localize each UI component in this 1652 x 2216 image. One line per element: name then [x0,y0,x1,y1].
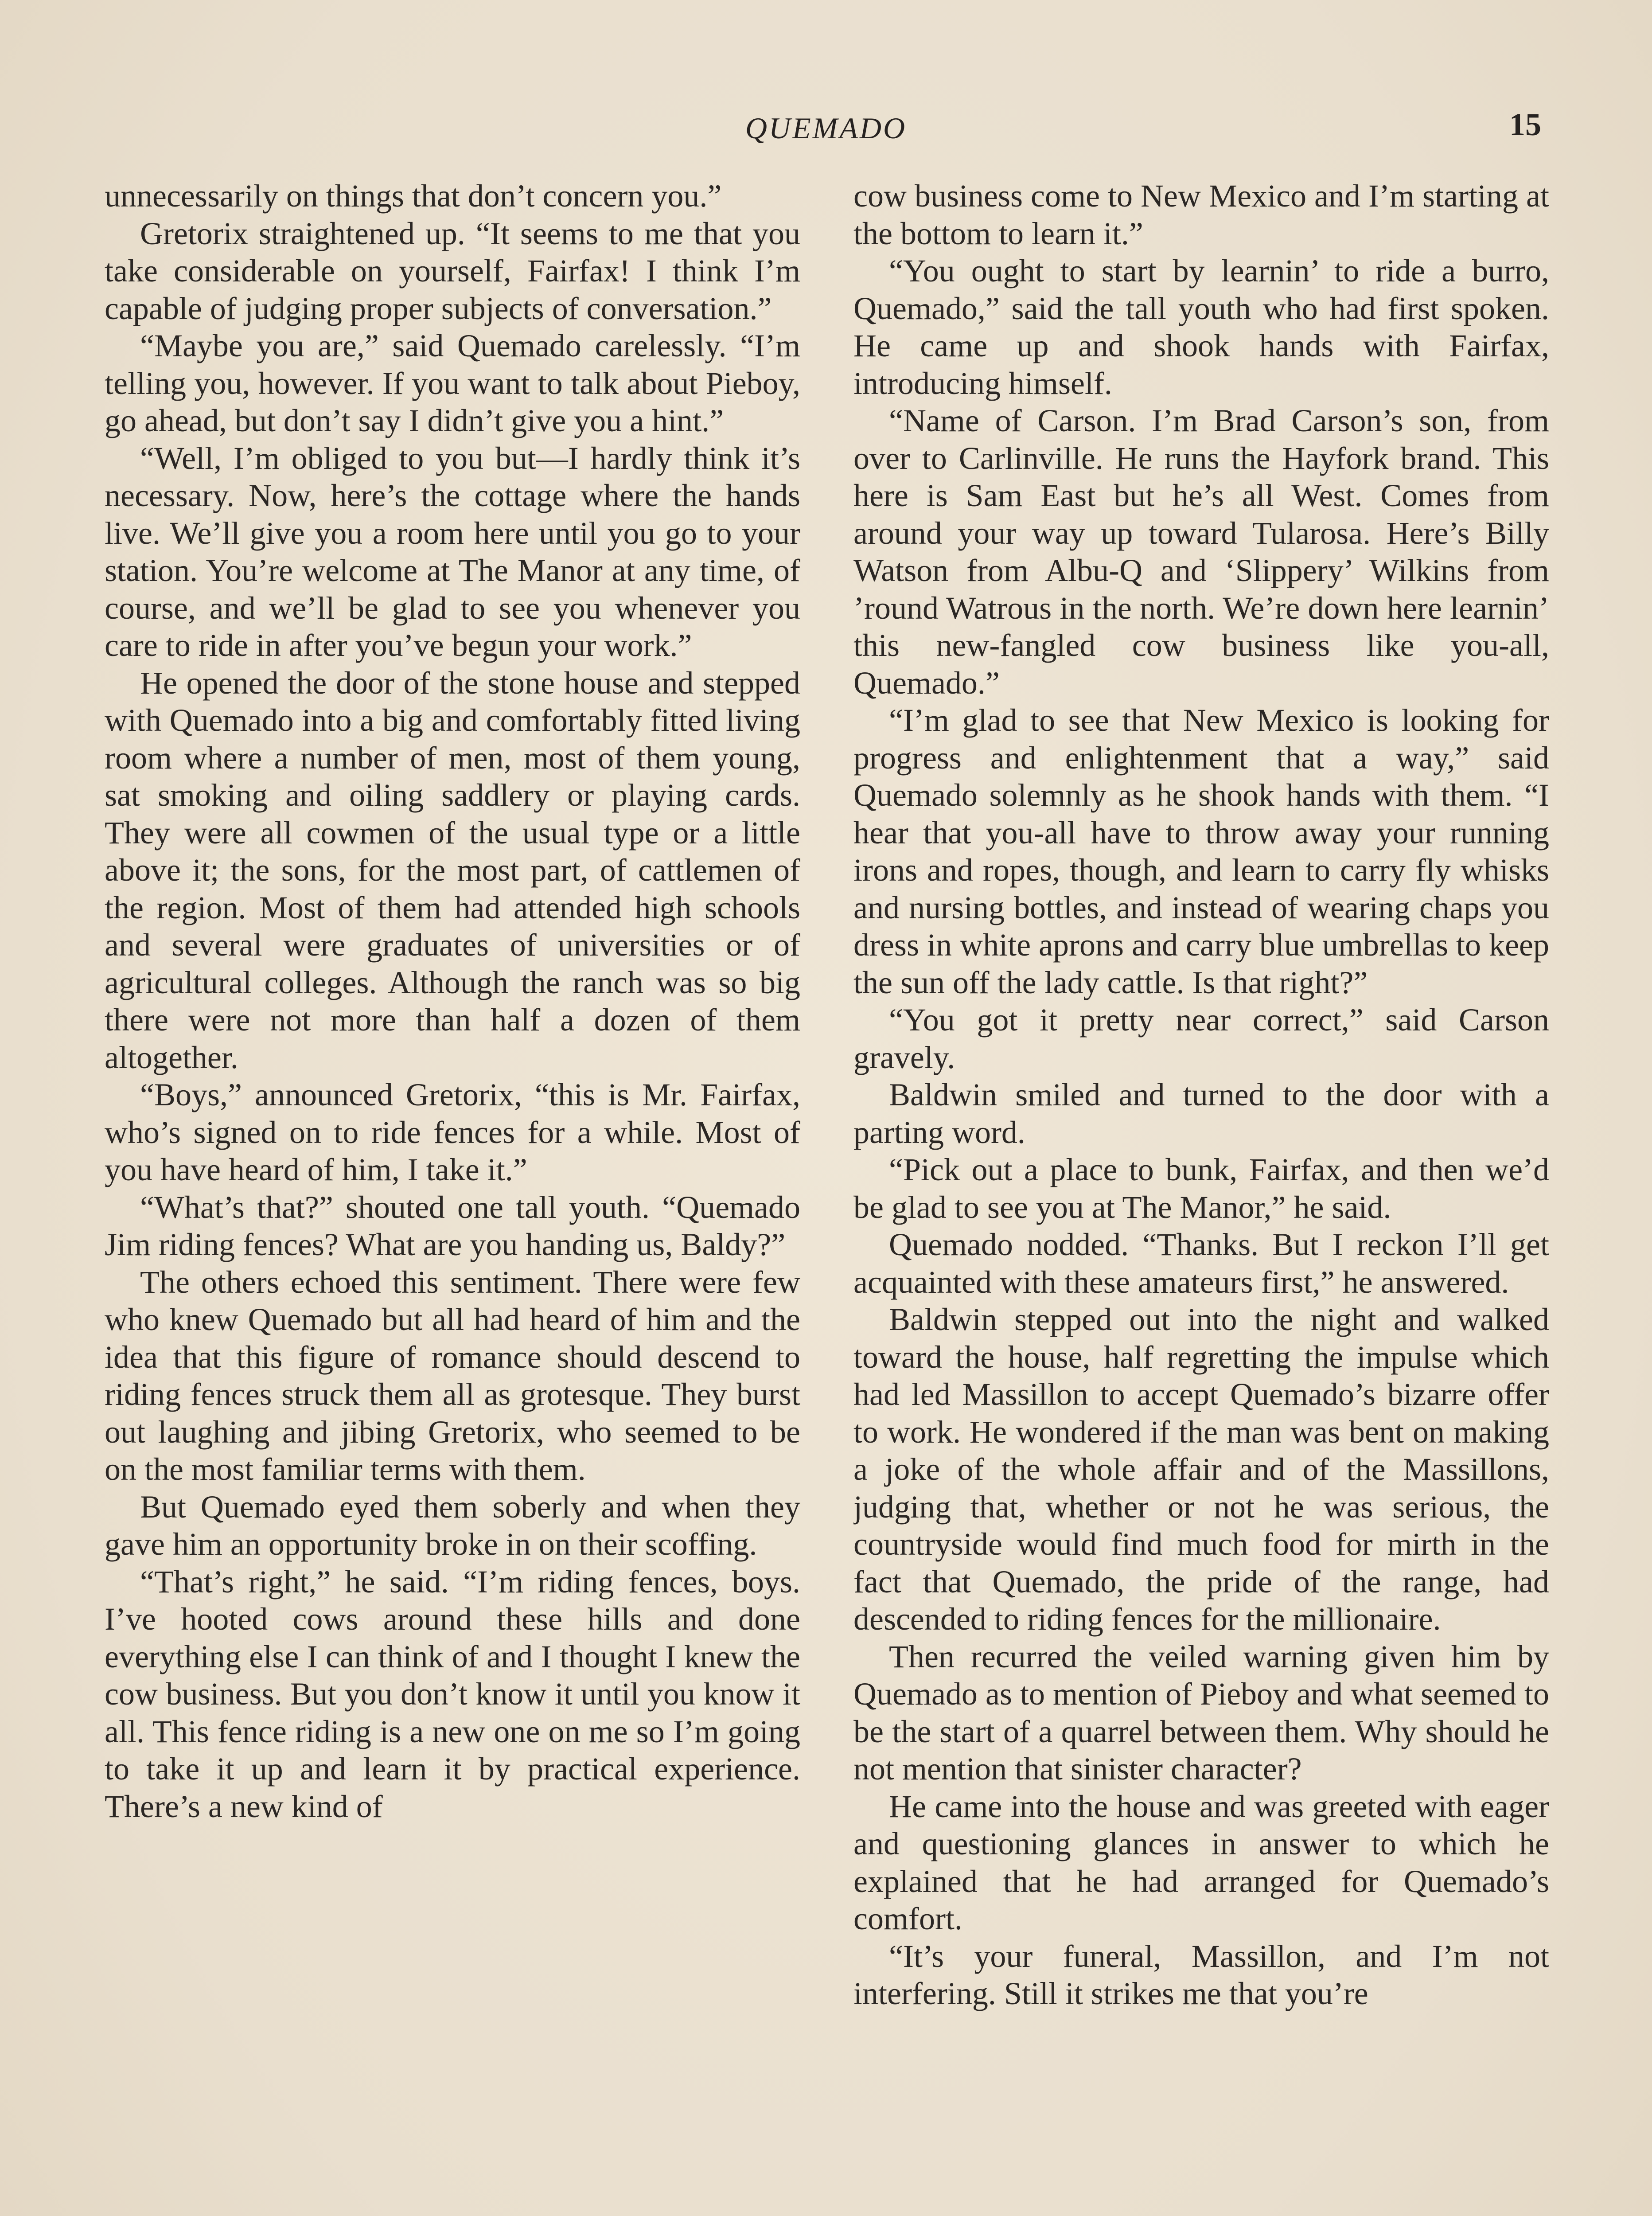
paragraph: Gretorix straightened up. “It seems to me that you take considerable on yourself, Fairfax! I think I’m capable of judging proper subjects of conversation.” [105,215,800,326]
paragraph: “That’s right,” he said. “I’m riding fences, boys. I’ve hooted cows around these hills and done everything else I can think of and I thought I knew the cow business. But you don’t know it until you know it all. This fence riding is a new one on me so I’m going to take it up and learn it by practical experience. There’s a new kind of [105,1564,800,1824]
page-header [0,106,1652,155]
paragraph: “You ought to start by learnin’ to ride a burro, Quemado,” said the tall youth who had first spoken. He came up and shook hands with Fairfax, introducing himself. [853,253,1549,401]
left-column [105,177,800,2216]
paragraph: unnecessarily on things that don’t concern you.” [105,178,722,214]
paragraph: cow business come to New Mexico and I’m starting at the bottom to learn it.” [853,178,1549,251]
paragraph: “Pick out a place to bunk, Fairfax, and then we’d be glad to see you at The Manor,” he said. [853,1152,1549,1225]
paragraph: He opened the door of the stone house and stepped with Quemado into a big and comfortably fitted living room where a number of men, most of them young, sat smoking and oiling saddlery or playing cards. They were all cowmen of the usual type or a little above it; the sons, for the most part, of cattlemen of the region. Most of them had attended high schools and several were graduates of universities or of agricultural colleges. Although the ranch was so big there were not more than half a dozen of them altogether. [105,665,800,1075]
paragraph: “Name of Carson. I’m Brad Carson’s son, from over to Carlinville. He runs the Hayfork brand. This here is Sam East but he’s all West. Comes from around your way up toward Tularosa. Here’s Billy Watson from Albu-Q and ‘Slippery’ Wilkins from ’round Watrous in the north. We’re down here learnin’ this new-fangled cow business like you-all, Quemado.” [853,403,1549,701]
text-columns [105,177,1549,2216]
paragraph: “Boys,” announced Gretorix, “this is Mr. Fairfax, who’s signed on to ride fences for a while. Most of you have heard of him, I take it.” [105,1077,800,1187]
paragraph: “You got it pretty near correct,” said Carson gravely. [853,1002,1549,1075]
running-title: QUEMADO [745,111,907,145]
paragraph: Baldwin smiled and turned to the door with a parting word. [853,1077,1549,1150]
paragraph: “Well, I’m obliged to you but—I hardly think it’s necessary. Now, here’s the cottage where the hands live. We’ll give you a room here until you go to your station. You’re welcome at The Manor at any time, of course, and we’ll be glad to see you whenever you care to ride in after you’ve begun your work.” [105,440,800,663]
paragraph: Quemado nodded. “Thanks. But I reckon I’ll get acquainted with these amateurs first,” he answered. [853,1227,1549,1300]
paragraph: He came into the house and was greeted with eager and questioning glances in answer to which he explained that he had arranged for Quemado’s comfort. [853,1788,1549,1936]
right-column [853,177,1549,2216]
paragraph: “Maybe you are,” said Quemado carelessly. “I’m telling you, however. If you want to talk about Pieboy, go ahead, but don’t say I didn’t give you a hint.” [105,328,800,438]
paragraph: But Quemado eyed them soberly and when they gave him an opportunity broke in on their scoffing. [105,1489,800,1562]
page-number: 15 [1509,107,1541,142]
paragraph: “I’m glad to see that New Mexico is looking for progress and enlightenment that a way,” said Quemado solemnly as he shook hands with them. “I hear that you-all have to throw away your running irons and ropes, though, and learn to carry fly whisks and nursing bottles, and instead of wearing chaps you dress in white aprons and carry blue umbrellas to keep the sun off the lady cattle. Is that right?” [853,702,1549,1000]
paragraph: The others echoed this sentiment. There were few who knew Quemado but all had heard of him and the idea that this figure of romance should descend to riding fences struck them all as grotesque. They burst out laughing and jibing Gretorix, who seemed to be on the most familiar terms with them. [105,1264,800,1487]
paragraph: Baldwin stepped out into the night and walked toward the house, half regretting the impulse which had led Massillon to accept Quemado’s bizarre offer to work. He wondered if the man was bent on making a joke of the whole affair and of the Massillons, judging that, whether or not he was serious, the countryside would find much food for mirth in the fact that Quemado, the pride of the range, had descended to riding fences for the millionaire. [853,1302,1549,1637]
paragraph: “What’s that?” shouted one tall youth. “Quemado Jim riding fences? What are you handing us, Baldy?” [105,1189,800,1262]
paragraph: Then recurred the veiled warning given him by Quemado as to mention of Pieboy and what seemed to be the start of a quarrel between them. Why should he not mention that sinister character? [853,1639,1549,1787]
paragraph: “It’s your funeral, Massillon, and I’m not interfering. Still it strikes me that you’re [853,1938,1549,2011]
